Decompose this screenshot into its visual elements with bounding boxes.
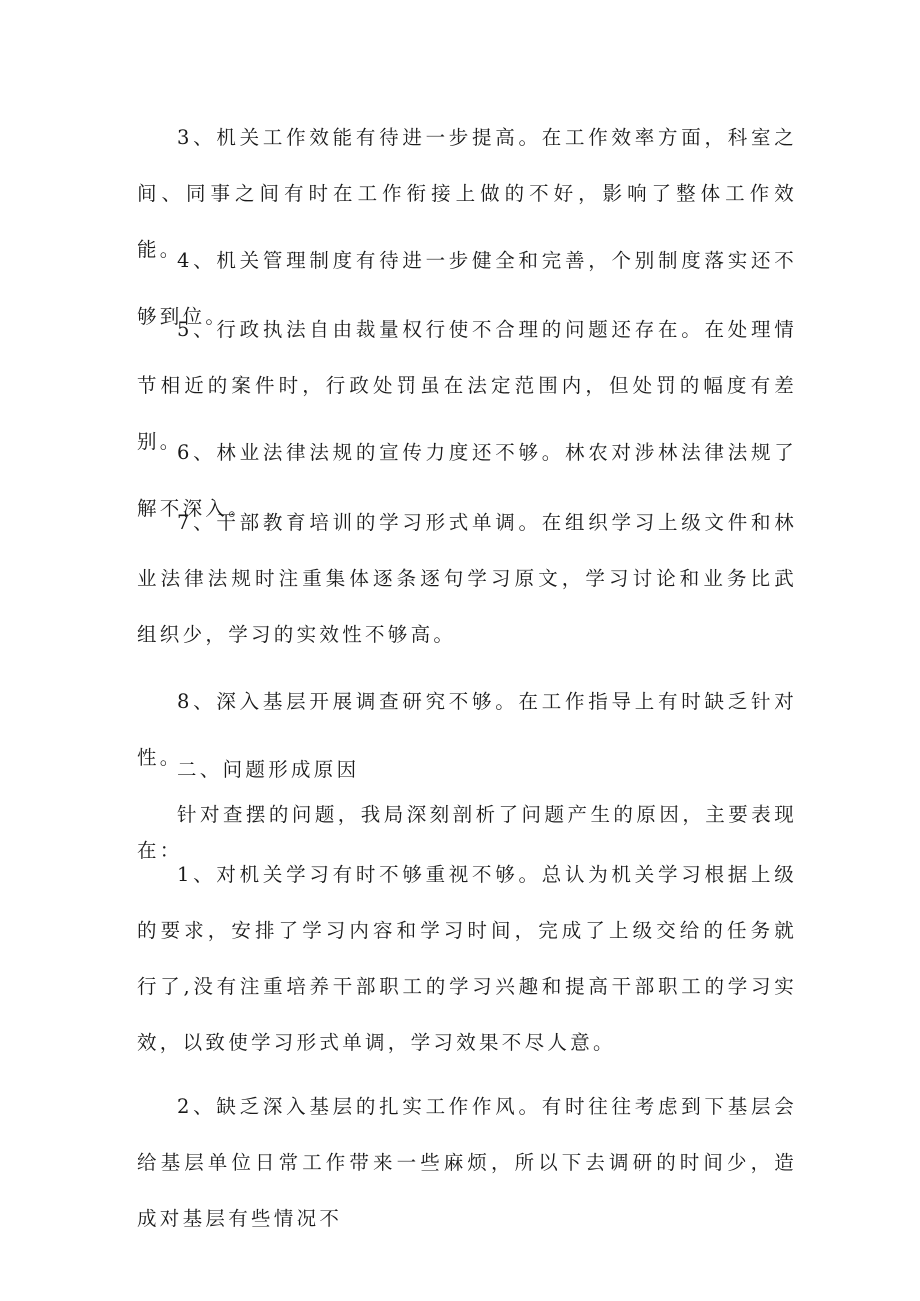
paragraph-item-6: 6、林业法律法规的宣传力度还不够。林农对涉林法律法规了解不深入。 bbox=[137, 441, 797, 520]
cause-item-1: 1、对机关学习有时不够重视不够。总认为机关学习根据上级的要求，安排了学习内容和学习时间，完成了上级交给的任务就行了,没有注重培养干部职工的学习兴趣和提高干部职工的学习实效，以致使学习形式单调，学习效果不尽人意。 bbox=[137, 863, 797, 1054]
paragraph-item-8: 8、深入基层开展调查研究不够。在工作指导上有时缺乏针对性。 bbox=[137, 690, 797, 769]
paragraph-item-3: 3、机关工作效能有待进一步提高。在工作效率方面，科室之间、同事之间有时在工作衔接上做的不好，影响了整体工作效能。 bbox=[137, 126, 797, 261]
paragraph-item-7: 7、干部教育培训的学习形式单调。在组织学习上级文件和林业法律法规时注重集体逐条逐句学习原文，学习讨论和业务比武组织少，学习的实效性不够高。 bbox=[137, 511, 797, 646]
section-heading: 二、问题形成原因 bbox=[177, 758, 360, 781]
paragraph-item-4: 4、机关管理制度有待进一步健全和完善，个别制度落实还不够到位。 bbox=[137, 249, 797, 328]
cause-item-2: 2、缺乏深入基层的扎实工作作风。有时往往考虑到下基层会给基层单位日常工作带来一些麻烦，所以下去调研的时间少，造成对基层有些情况不 bbox=[137, 1095, 797, 1230]
section-intro: 针对查摆的问题，我局深刻剖析了问题产生的原因，主要表现在： bbox=[137, 803, 797, 862]
paragraph-item-5: 5、行政执法自由裁量权行使不合理的问题还存在。在处理情节相近的案件时，行政处罚虽在法定范围内，但处罚的幅度有差别。 bbox=[137, 318, 797, 453]
